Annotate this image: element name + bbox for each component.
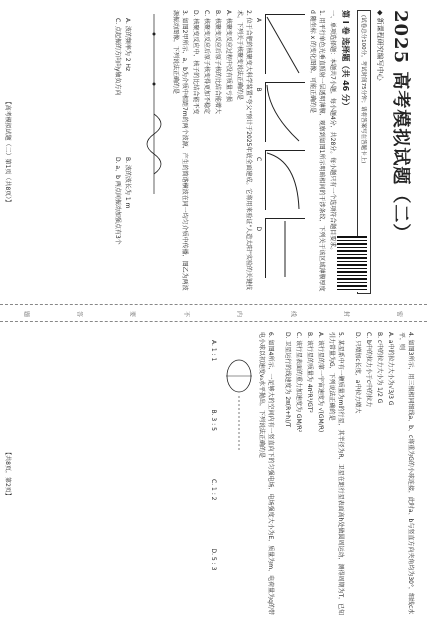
question-5-option-c: C. 该行星表面的重力加速度为 GM/R² (295, 332, 302, 433)
footer-right: 【共8页，第2页】 (4, 449, 11, 499)
question-5 (327, 332, 345, 616)
option-b: B (255, 87, 262, 92)
question-2 (235, 10, 253, 294)
question-2-option-d: D. 核聚变反应中，核子的比结合能不变 (192, 10, 199, 115)
question-3 (171, 10, 189, 294)
binding-mark: 题 (23, 309, 30, 317)
wave-figure (136, 14, 168, 290)
binding-mark: 密 (397, 309, 404, 317)
exam-title: 2025 高考模拟试题（二） (390, 10, 411, 243)
question-3-option-c: C. 点起振的方向向y轴负方向 (114, 18, 121, 96)
question-3-option-d: D. a、b 两点间振动加强点有3个 (114, 157, 121, 245)
binding-mark: 线 (290, 309, 297, 317)
field-figure (220, 336, 254, 612)
figure-b (265, 82, 305, 142)
question-2-stem: 2. 位于合肥的核聚变大科学装置"夸父"预计于2025年底全面建成。它将用来验证"人造太阳"实验的关键技术。下列关于核聚变说法正确的是 (236, 10, 252, 290)
footer-left: 【高考模拟试题（二）第1页（共8页）】 (4, 98, 11, 206)
question-6-options (210, 340, 217, 608)
question-6-option-d: D. 5 : 3 (210, 548, 217, 571)
question-5-option-d: D. 卫星运行的线速度为 2π(R+h)/T (284, 332, 291, 428)
question-2-option-a: A. 核聚变反应过程中没有质量亏损 (225, 10, 232, 102)
question-1-stem: 1. 用平行单色光垂直照射一层透明薄膜，观察到如图1所示明暗相间的干涉条纹，下列关于该区域薄膜厚度 d 随坐标 x 的变化图像，可能正确的是 (309, 10, 325, 292)
question-2-option-b: B. 核聚变反应后原子核的比结合能增大 (214, 10, 221, 114)
binding-mark: 要 (130, 309, 137, 317)
left-column (0, 0, 427, 304)
question-4-option-a: A. a中的拉力大小为√3/3 G (387, 332, 394, 406)
question-2-option-c: C. 核聚变反应后原子核变得更加不稳定 (203, 10, 210, 115)
question-4-option-b: B. c中的拉力大小为 1/2 G (376, 332, 383, 404)
figure-c (265, 150, 305, 210)
option-d: D (255, 226, 262, 232)
question-5-option-a: A. 该行星的第一宇宙速度为 √(GM/R) (317, 332, 324, 433)
binding-mark: 封 (343, 309, 350, 317)
figure-a (265, 14, 305, 74)
question-1-figures (265, 14, 305, 290)
binding-mark: 内 (237, 309, 244, 317)
question-3-options-row1 (124, 18, 133, 286)
question-4-option-d: D. 只增加c长度，a中拉力增大 (354, 332, 361, 414)
question-4-stem: 4. 如图3所示，用三根相同细线a、b、c将重为G的小球连接，此时a、b与竖直方向夹角均为30°，细线c水平，则 (398, 332, 414, 615)
binding-line (0, 304, 427, 322)
question-6-option-a: A. 1 : 1 (210, 340, 217, 362)
question-4-option-c: C. b中的拉力小于c中的拉力 (365, 332, 372, 408)
question-1 (308, 10, 326, 294)
binding-mark: 答 (77, 309, 84, 317)
question-6-option-b: B. 3 : 5 (210, 409, 217, 431)
figure-d (265, 218, 305, 278)
question-4 (397, 332, 415, 616)
barcode-image (337, 236, 367, 292)
right-column (0, 322, 427, 626)
section-heading: 第 Ⅰ 卷 选择题（共 46 分） (341, 10, 350, 111)
question-1-options (255, 18, 262, 286)
question-6 (257, 332, 275, 616)
question-5-stem: 5. 某星系中有一颗质量为m的行星，其半径为R，卫星在距行星表面高h处做圆周运动，测得周期为T，已知引力常量为G，下列说法正确的是 (328, 332, 344, 616)
question-3-option-a: A. 波的频率为 2 Hz (124, 18, 131, 72)
question-3-options-row2 (114, 18, 123, 286)
question-3-option-b: B. 波的波长为 1 m (124, 157, 131, 209)
option-a: A (255, 18, 262, 23)
organizer: ◆ 新课程研究编写中心 (376, 10, 384, 81)
binding-mark: 不 (183, 309, 190, 317)
question-5-option-b: B. 该行星的质量为 4π²R³/GT² (306, 332, 313, 413)
question-3-stem: 3. 如图2甲所示，a、b为介质中相距7m的两个波源，产生的简谐横波在同一均匀介质中传播，图乙为两波源振动图像，下列说法正确的是 (172, 10, 188, 291)
section-intro: 一、单项选择题：本题共7小题，每小题4分，共28分。每小题只有一个选项符合题目要求。 (329, 10, 336, 254)
question-6-option-c: C. 1 : 2 (210, 479, 217, 501)
question-6-stem: 6. 如图4所示，一足够大的空间内有一竖直向下的匀强电场，电场强度大小为E，质量为m、电荷量为q的带电小球以初速度v₀水平抛出，下列说法正确的是 (258, 332, 274, 615)
exam-notice: (试卷总分100分，考试时间75分钟；请将答案写在答题卡上) (357, 10, 371, 294)
option-c: C (255, 157, 262, 162)
